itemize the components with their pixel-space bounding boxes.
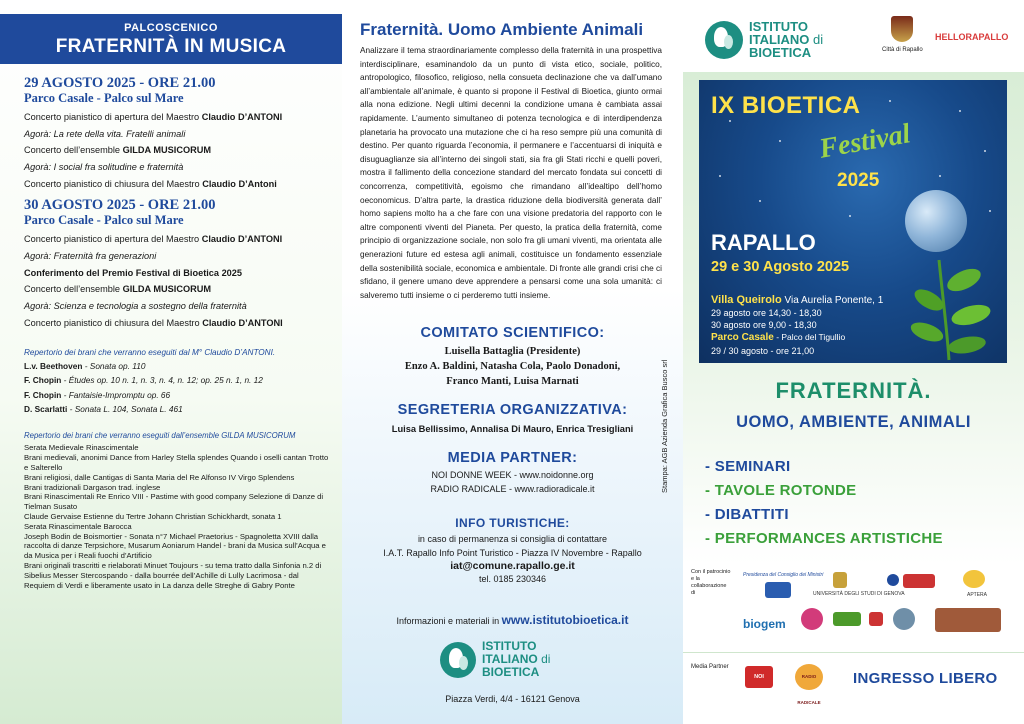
gilda-item: Serata Medievale Rinascimentale xyxy=(24,443,139,453)
programme-text: Concerto pianistico di apertura del Maestro xyxy=(24,234,202,245)
programme-text: Concerto pianistico di chiusura del Maestro xyxy=(24,317,203,328)
venue1-time: 29 agosto ore 14,30 - 18,30 xyxy=(711,308,822,318)
gilda-heading: Repertorio dei brani che verranno eseguiti dall’ensemble GILDA MUSICORUM xyxy=(24,431,296,441)
day1-items xyxy=(24,112,330,189)
info-line: I.A.T. Rapallo Info Point Turistico - Piazza IV Novembre - Rapallo xyxy=(383,548,642,558)
noidonne-logo: NOI DONNE xyxy=(745,666,773,688)
panel-copertina xyxy=(683,0,1024,724)
musica-programme xyxy=(24,76,330,590)
materials-label: Informazioni e materiali in xyxy=(396,616,502,626)
programme-text: Agorà: Fraternità fra generazioni xyxy=(24,250,157,261)
materials-line xyxy=(342,611,683,629)
comitato-line: Enzo A. Baldini, Natasha Cola, Paolo Donadoni, xyxy=(404,361,621,372)
day2-place: Parco Casale - Palco sul Mare xyxy=(24,213,184,228)
programme-item xyxy=(24,301,330,312)
segreteria-line: Luisa Bellissimo, Annalisa Di Mauro, Enrica Tresigliani xyxy=(391,424,634,434)
programme-text: Agorà: La rete della vita. Fratelli animali xyxy=(24,128,186,139)
institute-logo xyxy=(440,640,550,679)
gilda-repertoire xyxy=(24,443,330,590)
patron-image-icon xyxy=(935,608,1001,632)
biogem-logo: biogem xyxy=(743,617,786,631)
logo-line: ISTITUTO xyxy=(749,19,808,34)
programme-text: Agorà: I social fra solitudine e fraternità xyxy=(24,162,184,173)
intro-paragraph: Analizzare il tema straordinariamente complesso della fraternità in una prospettiva interdisciplinare, esaminandolo da un punto di vista etico, sociale, politico, antropologico, filosofico, religioso, nella consueta declinazione che va dall’umano all’ambientale all’animale, è quanto si propone il Festival di Bioetica, giunto ormai alla nona edizione. Negli ultimi decenni la condizione umana è cambiata assai rapidamente. L’aumento simultaneo di potenza tecnologica e di interdipendenza planetaria ha provocato una mutazione che ci ha reso sempre più una comunità di destino. Per quanto riguarda l’economia, il permanere e l’accentuarsi di iniquità e disuguaglianze sia all’interno dei singoli stati, sia fra gli Stati ricchi e quelli poveri, mostra il fallimento della concezione standard del mercato fondata sui concetti di concorrenza, competitività, egoismo che rimandano all’idealtipo dell’homo oeconomicus. D’altra parte, la drastica riduzione della biodiversità generata dall’ homo sapiens molto ha a che fare con una visione predatoria del rapporto con le altre componenti viventi del Pianeta. Per questo, la pratica della fraternità, come principio di organizzazione sociale, non solo fra gli umani viventi, ma orientata alle generazioni future ed estesa agli animali, costituisce un fondamento essenziale della sostenibilità sociale, economica e ambientale. Di fronte alle grandi crisi che ci sfidano, il genere umano deve apprendere a pensarsi come una sola umanità: ci salveremo tutti insieme o ci perderemo tutti insieme. xyxy=(360,46,662,300)
gilda-item: Brani Rinascimentali Re Enrico VIII - Pastime with good company Selezione di Danze di Tielman Susato xyxy=(24,492,324,512)
bioetica-logo-icon xyxy=(705,21,743,59)
comitato-line: Luisella Battaglia (Presidente) xyxy=(444,346,581,357)
programme-highlight: Claudio D’Antoni xyxy=(202,178,277,189)
theme-subtitle: UOMO, AMBIENTE, ANIMALI xyxy=(736,413,971,431)
printer-credit: Stampa: AGB Azienda Grafica Busco srl xyxy=(660,359,669,493)
panel-presentazione xyxy=(342,0,683,724)
website-link[interactable]: www.istitutobioetica.it xyxy=(501,613,629,627)
city-label: Città di Rapallo xyxy=(882,47,923,53)
free-entry: INGRESSO LIBERO xyxy=(853,670,998,687)
composer: L.v. Beethoven xyxy=(24,361,83,372)
programme-item xyxy=(24,112,330,123)
gilda-item: Serata Rinascimentale Barocca xyxy=(24,521,132,531)
programme-item xyxy=(24,234,330,245)
logo-line: ITALIANO xyxy=(482,652,542,666)
patronage-label: Con il patrocinio e la collaborazione di xyxy=(691,569,731,596)
gilda-item: Brani tradizionali Dargason trad. inglese xyxy=(24,482,161,492)
works: - Études op. 10 n. 1, n. 3, n. 4, n. 12; op. 25 n. 1, n. 12 xyxy=(61,375,263,386)
poster-city: RAPALLO xyxy=(711,230,816,255)
repertoire-item xyxy=(24,376,330,386)
venue2 xyxy=(711,332,845,343)
repertoire-list xyxy=(24,362,330,414)
programme-text: Concerto dell’ensemble xyxy=(24,145,123,156)
comitato-title: COMITATO SCIENTIFICO: xyxy=(420,325,605,341)
patron-ministry-icon xyxy=(903,574,935,588)
composer: F. Chopin xyxy=(24,375,62,386)
repertoire-heading: Repertorio dei brani che verranno eseguiti dal M° Claudio D’ANTONI. xyxy=(24,348,276,358)
footer-divider xyxy=(683,652,1024,653)
activity-item: - SEMINARI xyxy=(705,458,791,475)
poster-festival: Festival xyxy=(816,118,913,165)
patron-circle-icon xyxy=(893,608,915,630)
section-title: Fraternità. Uomo Ambiente Animali xyxy=(360,20,644,39)
programme-item xyxy=(24,179,330,190)
repertoire-item xyxy=(24,391,330,401)
media-partner-line: RADIO RADICALE - www.radioradicale.it xyxy=(430,484,595,494)
programme-highlight: Claudio D’ANTONI xyxy=(202,317,283,328)
programme-highlight: Claudio D’ANTONI xyxy=(201,112,283,122)
segreteria-title: SEGRETERIA ORGANIZZATIVA: xyxy=(397,402,628,418)
cnb-logo-icon xyxy=(765,582,791,598)
venue2-address: - Palco del Tigullio xyxy=(773,332,846,342)
day1-place: Parco Casale - Palco sul Mare xyxy=(24,91,184,105)
info-title: INFO TURISTICHE: xyxy=(455,516,570,530)
festival-poster xyxy=(699,80,1007,363)
programme-item xyxy=(24,268,330,279)
composer: F. Chopin xyxy=(24,389,62,400)
musica-banner xyxy=(0,14,342,64)
logo-line: ITALIANO xyxy=(749,32,814,47)
institute-logo-top xyxy=(705,20,823,59)
info-phone: tel. 0185 230346 xyxy=(478,574,547,584)
logo-line: BIOETICA xyxy=(749,45,812,60)
day2-date: 30 AGOSTO 2025 - ORE 21.00 xyxy=(24,197,216,214)
works: - Fantaisie-Impromptu op. 66 xyxy=(61,389,171,400)
patron-label: APTERA xyxy=(967,592,988,598)
programme-highlight: Conferimento del Premio Festival di Bioetica 2025 xyxy=(24,267,243,278)
logo-line: BIOETICA xyxy=(482,665,540,679)
programme-highlight: Claudio D’ANTONI xyxy=(201,234,283,245)
day2-items xyxy=(24,234,330,328)
works: - Sonata L. 104, Sonata L. 461 xyxy=(67,403,183,414)
logo-line: di xyxy=(541,652,551,666)
panel-musica xyxy=(0,0,342,724)
patron-green-icon xyxy=(833,612,861,626)
programme-text: Concerto dell’ensemble xyxy=(24,284,123,295)
logo-line: di xyxy=(813,32,824,47)
programme-text: Agorà: Scienza e tecnologia a sostegno della fraternità xyxy=(24,301,247,311)
patron-flower-icon xyxy=(801,608,823,630)
rapallo-crest-icon xyxy=(891,16,913,42)
comitato-line: Franco Manti, Luisa Marnati xyxy=(446,376,579,387)
comitato-block xyxy=(342,325,683,389)
programme-item xyxy=(24,145,330,156)
poster-year: 2025 xyxy=(837,170,880,191)
patron-badge-icon xyxy=(887,574,899,586)
activity-item: - DIBATTITI xyxy=(705,506,789,523)
patron-label: Presidenza del Consiglio dei Ministri xyxy=(743,572,824,578)
gilda-item: Brani originali trascritti e rielaborati Minuet Toujours - su tema tratto dalla Sinfonia n.2 di Sibelius Messer Stercospando - dalla bourrée dell’Achille di Lully Lacrimosa - dal Requiem di Verdi e liberamente usato in La danza delle Streghe di Gabry Ponte xyxy=(24,560,322,590)
venue1 xyxy=(711,294,883,306)
gilda-item: Claude Gervaise Estienne du Tertre Johann Christian Schickhardt, sonata 1 xyxy=(24,511,282,521)
logo-line: ISTITUTO xyxy=(482,639,537,653)
programme-item xyxy=(24,318,330,329)
repertoire-item xyxy=(24,405,330,415)
banner-kicker: PALCOSCENICO xyxy=(124,22,218,34)
venue1-name: Villa Queirolo xyxy=(711,294,782,306)
activity-item: - PERFORMANCES ARTISTICHE xyxy=(705,530,943,547)
university-crest-icon xyxy=(833,572,847,588)
media-partner-block xyxy=(342,450,683,496)
programme-item xyxy=(24,162,330,173)
banner-title: FRATERNITÀ IN MUSICA xyxy=(55,36,287,57)
programme-text: Concerto pianistico di chiusura del Maestro xyxy=(24,178,203,189)
composer: D. Scarlatti xyxy=(24,403,68,414)
media-partner-line: NOI DONNE WEEK - www.noidonne.org xyxy=(431,470,594,480)
activity-item: - TAVOLE ROTONDE xyxy=(705,482,857,499)
programme-text: Concerto pianistico di apertura del Maestro xyxy=(24,112,202,122)
activities-list xyxy=(705,455,943,551)
segreteria-block xyxy=(342,402,683,437)
programme-item xyxy=(24,251,330,262)
venue1-time: 30 agosto ore 9,00 - 18,30 xyxy=(711,320,817,330)
venue2-time: 29 / 30 agosto - ore 21,00 xyxy=(711,346,815,356)
repertoire-item xyxy=(24,362,330,372)
bioetica-logo-icon xyxy=(440,642,476,678)
theme-title: FRATERNITÀ. xyxy=(775,378,932,403)
info-email-link[interactable]: iat@comune.rapallo.ge.it xyxy=(450,560,575,572)
programme-highlight: GILDA MUSICORUM xyxy=(122,145,212,156)
venue2-name: Parco Casale xyxy=(711,332,774,343)
gilda-item: Brani medievali, anonimi Dance from Harley Stella splendes Quando i oselli cantan Trotto e Salterello xyxy=(24,453,329,472)
info-line: in caso di permanenza si consiglia di contattare xyxy=(417,534,608,544)
programme-item xyxy=(24,129,330,140)
works: - Sonata op. 110 xyxy=(82,361,146,372)
poster-title: IX BIOETICA xyxy=(711,92,861,119)
gilda-item: Joseph Bodin de Boismortier - Sonata n°7 Michael Praetorius - Spagnoletta XVIII dalla raccolta di danze Terpsichore, Musarum Aoniarum Handel - brani da Musica sull’Acqua e da Musica per i Reali fuochi d’Artificio xyxy=(24,531,326,561)
hellorapallo-logo: HELLORAPALLO xyxy=(935,32,1009,42)
venue1-address: Via Aurelia Ponente, 1 xyxy=(781,295,884,306)
media-partner-title: MEDIA PARTNER: xyxy=(447,450,578,466)
gilda-item: Brani religiosi, dalle Cantigas di Santa Maria del Re Alfonso IV Virgo Splendens xyxy=(24,472,295,482)
media-partner-label: Media Partner xyxy=(691,664,729,670)
plant-icon xyxy=(909,220,999,360)
poster-dates: 29 e 30 Agosto 2025 xyxy=(711,259,850,275)
info-block xyxy=(342,516,683,586)
patron-label: UNIVERSITÀ DEGLI STUDI DI GENOVA xyxy=(813,591,905,597)
institute-address: Piazza Verdi, 4/4 - 16121 Genova xyxy=(445,694,580,704)
programme-item xyxy=(24,284,330,295)
day1-date: 29 AGOSTO 2025 - ORE 21.00 xyxy=(24,75,216,91)
programme-highlight: GILDA MUSICORUM xyxy=(122,284,212,295)
aptera-logo-icon xyxy=(963,570,985,588)
radioradicale-logo: RADIO RADICALE xyxy=(795,664,823,690)
patron-shield-icon xyxy=(869,612,883,626)
